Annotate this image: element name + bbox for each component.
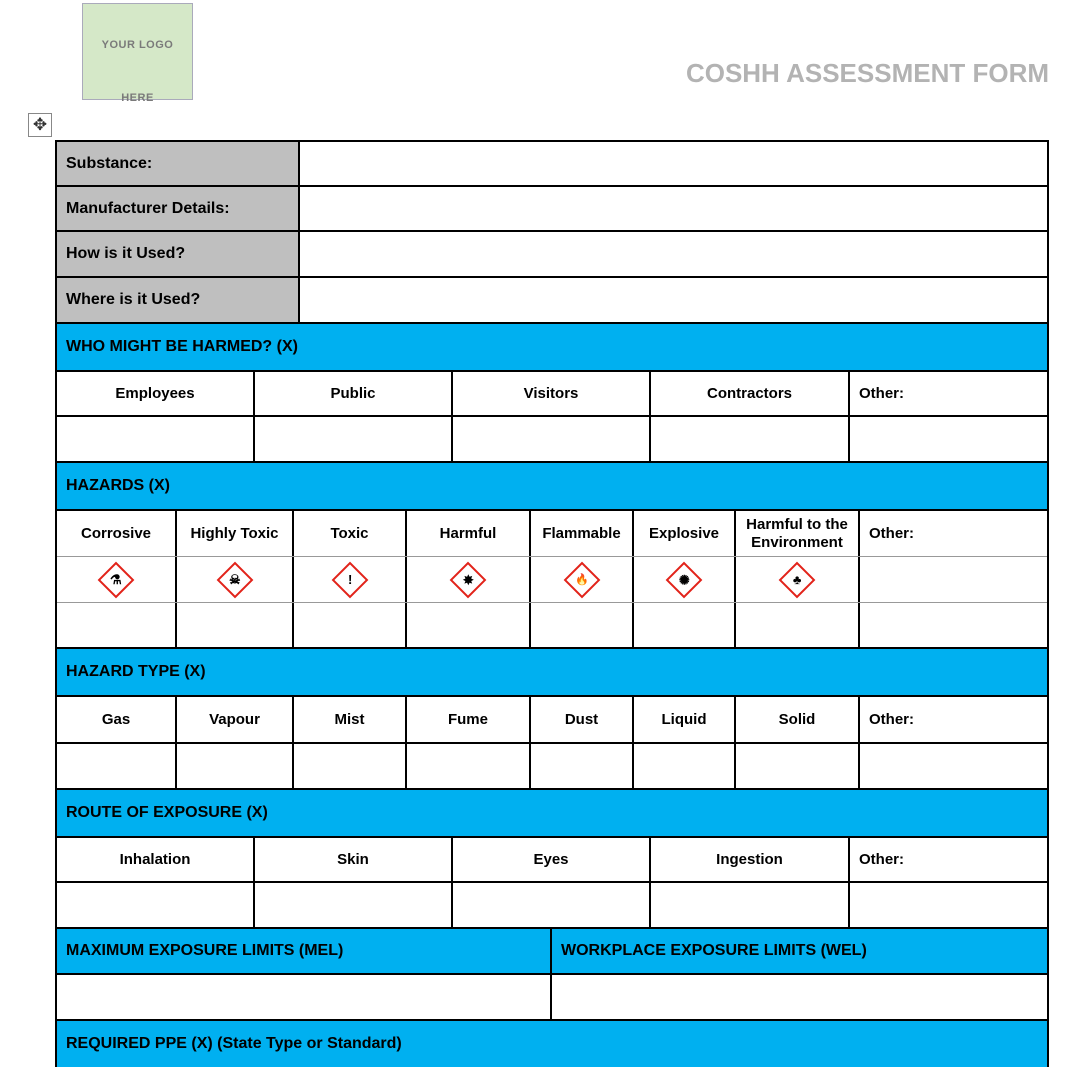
hazards-header: HAZARDS (X)	[57, 463, 1047, 511]
table-move-handle-icon[interactable]: ✥	[28, 113, 52, 137]
route-input-row	[57, 883, 1047, 929]
wel-field[interactable]	[552, 975, 1047, 1019]
detail-row	[57, 187, 1047, 232]
input-cell[interactable]	[57, 417, 255, 461]
limits-header-row	[57, 929, 1047, 975]
col-employees: Employees	[57, 372, 255, 415]
col-solid: Solid	[736, 697, 860, 742]
input-cell[interactable]	[453, 417, 651, 461]
col-inhalation: Inhalation	[57, 838, 255, 881]
route-header: ROUTE OF EXPOSURE (X)	[57, 790, 1047, 838]
col-environment: Harmful to the Environment	[736, 511, 860, 556]
logo-text: YOUR LOGO	[101, 39, 174, 51]
logo-text: HERE	[121, 92, 154, 104]
input-cell[interactable]	[407, 603, 531, 647]
input-cell[interactable]	[634, 744, 736, 788]
hazard-type-input-row	[57, 744, 1047, 790]
input-cell[interactable]	[531, 744, 634, 788]
substance-label: Substance:	[57, 142, 300, 185]
how-used-label: How is it Used?	[57, 232, 300, 276]
col-explosive: Explosive	[634, 511, 736, 556]
input-cell[interactable]	[177, 603, 294, 647]
other-merged-cell[interactable]	[860, 603, 1047, 647]
input-cell[interactable]	[407, 744, 531, 788]
col-other: Other:	[869, 710, 914, 728]
input-cell[interactable]	[177, 744, 294, 788]
col-other: Other:	[859, 851, 904, 868]
exploding-bomb-icon: ✺	[666, 561, 703, 598]
col-ingestion: Ingestion	[651, 838, 850, 881]
input-cell[interactable]	[57, 744, 177, 788]
col-fume: Fume	[407, 697, 531, 742]
col-vapour: Vapour	[177, 697, 294, 742]
detail-row	[57, 142, 1047, 187]
input-cell[interactable]	[651, 883, 850, 927]
hazards-labels-row	[57, 511, 1047, 557]
other-merged-cell[interactable]	[860, 557, 1047, 602]
input-cell[interactable]	[294, 744, 407, 788]
col-highly-toxic: Highly Toxic	[177, 511, 294, 556]
limits-input-row	[57, 975, 1047, 1021]
manufacturer-field[interactable]	[300, 187, 1047, 230]
col-visitors: Visitors	[453, 372, 651, 415]
input-cell[interactable]	[255, 417, 453, 461]
input-cell[interactable]	[651, 417, 850, 461]
flame-icon: 🔥	[563, 561, 600, 598]
input-cell[interactable]	[850, 883, 1047, 927]
col-corrosive: Corrosive	[57, 511, 177, 556]
hazards-grid	[57, 511, 1047, 649]
col-skin: Skin	[255, 838, 453, 881]
input-cell[interactable]	[531, 603, 634, 647]
mel-field[interactable]	[57, 975, 552, 1019]
logo-placeholder	[82, 3, 193, 104]
manufacturer-label: Manufacturer Details:	[57, 187, 300, 230]
col-toxic: Toxic	[294, 511, 407, 556]
detail-row	[57, 278, 1047, 324]
page-title: COSHH ASSESSMENT FORM	[685, 58, 1049, 88]
coshh-form-table	[55, 140, 1049, 1067]
col-other: Other:	[859, 385, 904, 402]
skull-crossbones-icon: ☠	[216, 561, 253, 598]
col-harmful: Harmful	[407, 511, 531, 556]
input-cell[interactable]	[736, 744, 860, 788]
col-dust: Dust	[531, 697, 634, 742]
col-flammable: Flammable	[531, 511, 634, 556]
corrosive-icon: ⚗	[98, 561, 135, 598]
input-cell[interactable]	[57, 883, 255, 927]
who-labels-row	[57, 372, 1047, 417]
mel-header: MAXIMUM EXPOSURE LIMITS (MEL)	[57, 929, 552, 973]
input-cell[interactable]	[453, 883, 651, 927]
wel-header: WORKPLACE EXPOSURE LIMITS (WEL)	[561, 942, 867, 959]
hazard-type-header: HAZARD TYPE (X)	[57, 649, 1047, 697]
input-cell[interactable]	[57, 603, 177, 647]
detail-row	[57, 232, 1047, 278]
input-cell[interactable]	[860, 744, 1047, 788]
route-labels-row	[57, 838, 1047, 883]
health-hazard-icon: ✸	[450, 561, 487, 598]
input-cell[interactable]	[294, 603, 407, 647]
col-public: Public	[255, 372, 453, 415]
col-liquid: Liquid	[634, 697, 736, 742]
col-eyes: Eyes	[453, 838, 651, 881]
environment-icon: ♣	[779, 561, 816, 598]
substance-field[interactable]	[300, 142, 1047, 185]
who-input-row	[57, 417, 1047, 463]
col-contractors: Contractors	[651, 372, 850, 415]
how-used-field[interactable]	[300, 232, 1047, 276]
col-other: Other:	[869, 524, 914, 542]
input-cell[interactable]	[634, 603, 736, 647]
hazards-icons-row	[57, 557, 1047, 603]
input-cell[interactable]	[255, 883, 453, 927]
col-mist: Mist	[294, 697, 407, 742]
input-cell[interactable]	[850, 417, 1047, 461]
hazard-type-labels-row	[57, 697, 1047, 744]
where-used-field[interactable]	[300, 278, 1047, 322]
exclamation-icon: !	[331, 561, 368, 598]
who-harmed-header: WHO MIGHT BE HARMED? (X)	[57, 324, 1047, 372]
input-cell[interactable]	[736, 603, 860, 647]
col-gas: Gas	[57, 697, 177, 742]
hazards-input-row	[57, 603, 1047, 649]
ppe-header: REQUIRED PPE (X) (State Type or Standard)	[57, 1021, 1047, 1067]
where-used-label: Where is it Used?	[57, 278, 300, 322]
